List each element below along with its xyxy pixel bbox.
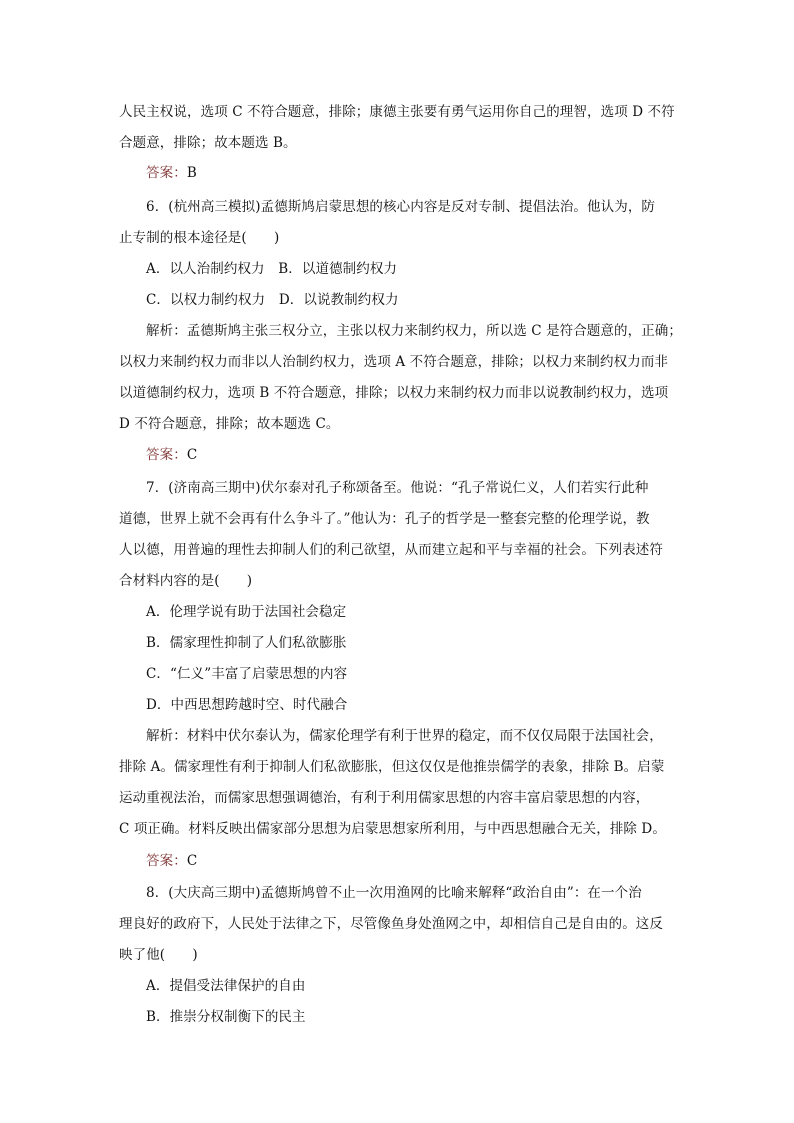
question-6-options: A．以人治制约权力 B．以道德制约权力 (146, 261, 398, 277)
question-8-stem: 8．(大庆高三期中)孟德斯鸠曾不止一次用渔网的比喻来解释“政治自由”：在一个治 (146, 885, 642, 901)
question-6-analysis: 以权力来制约权力而非以人治制约权力，选项 A 不符合题意，排除；以权力来制约权力而非 (119, 354, 669, 370)
question-8-option: A．提倡受法律保护的自由 (146, 978, 306, 994)
answer-line (146, 445, 674, 465)
question-8-stem: 理良好的政府下，人民处于法律之下，尽管像鱼身处渔网之中，却相信自己是自由的。这反 (119, 916, 663, 932)
question-8-option: B．推崇分权制衡下的民主 (146, 1009, 306, 1025)
question-6-analysis: 解析：孟德斯鸠主张三权分立，主张以权力来制约权力，所以选 C 是符合题意的，正确； (146, 323, 683, 339)
question-7-option: B．儒家理性抑制了人们私欲膨胀 (146, 635, 347, 651)
question-6-analysis: D 不符合题意，排除；故本题选 C。 (119, 416, 340, 432)
question-6-options: C．以权力制约权力 D．以说教制约权力 (146, 292, 399, 308)
question-6-stem: 止专制的根本途径是( ) (119, 230, 280, 246)
question-7-option: D．中西思想跨越时空、时代融合 (146, 697, 348, 713)
question-7-analysis: 运动重视法治，而儒家思想强调德治，有利于利用儒家思想的内容丰富启蒙思想的内容， (119, 790, 650, 806)
question-7-stem: 道德，世界上就不会再有什么争斗了。”他认为：孔子的哲学是一整套完整的伦理学说，教 (119, 511, 650, 527)
question-7-stem: 7．(济南高三期中)伏尔泰对孔子称颂备至。他说：“孔子常说仁义，人们若实行此种 (146, 480, 649, 496)
question-7-analysis: C 项正确。材料反映出儒家部分思想为启蒙思想家所利用，与中西思想融合无关，排除 D。 (119, 821, 666, 837)
question-7-stem: 人以德，用普遍的理性去抑制人们的利己欲望，从而建立起和平与幸福的社会。下列表述符 (119, 542, 663, 558)
paragraph-line: 合题意，排除；故本题选 B。 (119, 135, 297, 151)
answer-label: 答案： (146, 447, 187, 463)
question-6-analysis: 以道德制约权力，选项 B 不符合题意，排除；以权力来制约权力而非以说教制约权力，选项 (119, 385, 669, 401)
answer-value: B (186, 165, 197, 181)
question-7-analysis: 解析：材料中伏尔泰认为，儒家伦理学有利于世界的稳定，而不仅仅局限于法国社会， (146, 728, 663, 744)
answer-line (146, 163, 674, 183)
question-7-stem: 合材料内容的是( ) (119, 573, 253, 589)
answer-value: C (186, 853, 198, 869)
question-6-stem: 6．(杭州高三模拟)孟德斯鸠启蒙思想的核心内容是反对专制、提倡法治。他认为，防 (146, 199, 656, 215)
paragraph-line: 人民主权说，选项 C 不符合题意，排除；康德主张要有勇气运用你自己的理智，选项 D 不符 (119, 104, 675, 120)
question-7-option: C．“仁义”丰富了启蒙思想的内容 (146, 666, 348, 682)
answer-label: 答案： (146, 165, 187, 181)
answer-label: 答案： (146, 853, 187, 869)
answer-line (146, 851, 674, 871)
question-8-stem: 映了他( ) (119, 947, 198, 963)
question-7-analysis: 排除 A。儒家理性有利于抑制人们私欲膨胀，但这仅仅是他推崇儒学的表象，排除 B。启蒙 (119, 759, 665, 775)
question-7-option: A．伦理学说有助于法国社会稳定 (146, 604, 347, 620)
answer-value: C (186, 447, 198, 463)
